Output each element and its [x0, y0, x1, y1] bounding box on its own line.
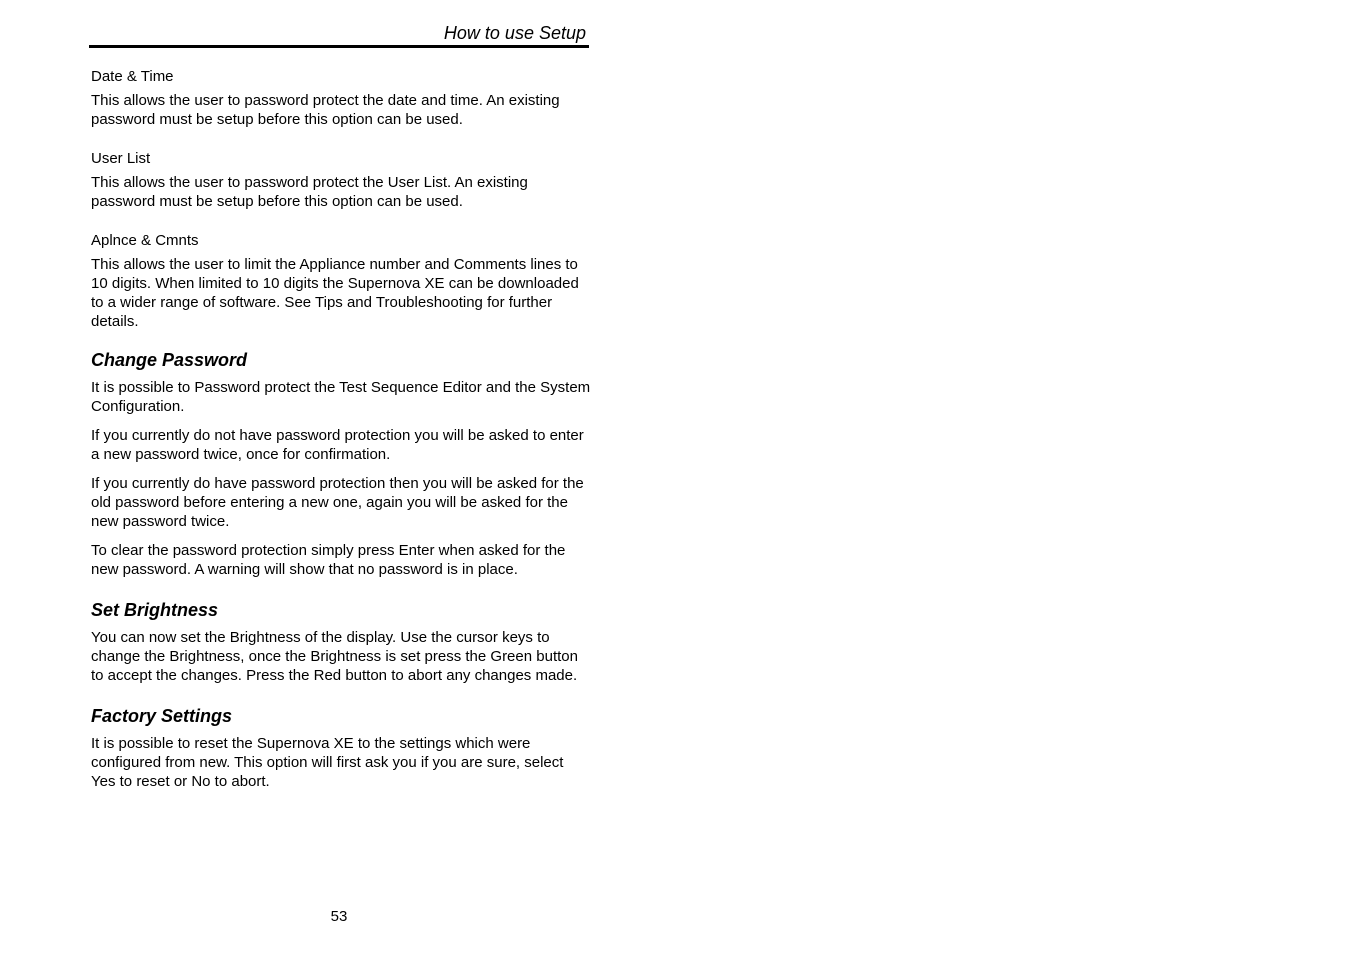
- running-header-title: How to use Setup: [443, 23, 586, 43]
- page-number: 53: [330, 908, 348, 925]
- paragraph: If you currently do have password protection then you will be asked for the old password before entering a new one, again you will be asked for the new password twice.: [91, 475, 584, 530]
- paragraph: It is possible to Password protect the Test Sequence Editor and the System Configuration.: [91, 379, 591, 415]
- paragraph: To clear the password protection simply press Enter when asked for the new password. A warning will show that no password is in place.: [91, 542, 566, 578]
- subsection-date-time: [91, 67, 591, 129]
- paragraph: If you currently do not have password protection you will be asked to enter a new password twice, once for confirmation.: [91, 427, 584, 463]
- subsection-text: This allows the user to limit the Appliance number and Comments lines to 10 digits. When limited to 10 digits the Supernova XE can be downloaded to a wider range of software. See Tips and Troubleshooting for further details.: [91, 256, 579, 330]
- header-rule: [89, 45, 589, 48]
- subsection-heading: User List: [91, 150, 151, 167]
- section-heading: Factory Settings: [91, 706, 233, 726]
- subsection-aplnce-cmnts: [91, 231, 591, 331]
- paragraph: It is possible to reset the Supernova XE to the settings which were configured from new. This option will first ask you if you are sure, select Yes to reset or No to abort.: [91, 735, 564, 790]
- subsection-heading: Aplnce & Cmnts: [91, 232, 199, 249]
- subsection-text: This allows the user to password protect the date and time. An existing password must be setup before this option can be used.: [91, 92, 560, 128]
- section-set-brightness: [91, 599, 591, 685]
- section-heading: Change Password: [91, 350, 248, 370]
- section-heading: Set Brightness: [91, 600, 219, 620]
- section-factory-settings: [91, 705, 591, 791]
- subsection-heading: Date & Time: [91, 68, 174, 85]
- subsection-user-list: [91, 149, 591, 211]
- section-change-password: [91, 349, 591, 579]
- paragraph: You can now set the Brightness of the display. Use the cursor keys to change the Brightness, once the Brightness is set press the Green button to accept the changes. Press the Red button to abort any changes made.: [91, 629, 578, 684]
- subsection-text: This allows the user to password protect the User List. An existing password must be setup before this option can be used.: [91, 174, 528, 210]
- page-content: [91, 67, 591, 811]
